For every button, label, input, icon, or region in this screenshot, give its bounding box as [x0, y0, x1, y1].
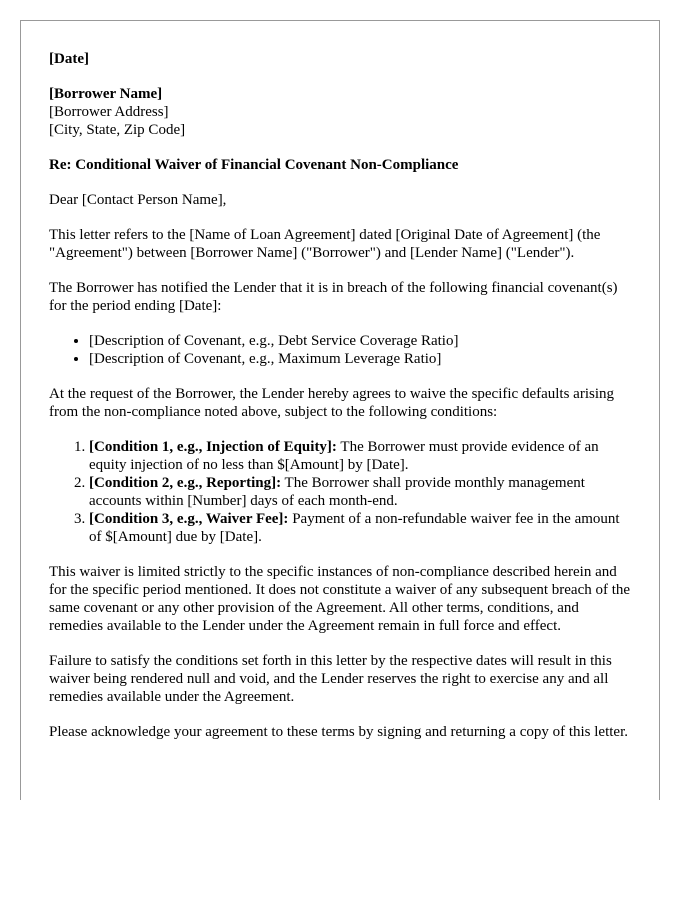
covenant-list: [49, 332, 631, 368]
letter-date: [Date]: [49, 51, 89, 67]
acknowledge-paragraph: Please acknowledge your agreement to these terms by signing and returning a copy of this letter.: [49, 724, 629, 740]
recipient-address-block: [49, 85, 631, 139]
letter-subject: Re: Conditional Waiver of Financial Covenant Non-Compliance: [49, 157, 459, 173]
condition-title: [Condition 2, e.g., Reporting]:: [89, 475, 282, 491]
list-item: [89, 510, 631, 546]
borrower-city-state-zip: [City, State, Zip Code]: [49, 122, 186, 138]
condition-title: [Condition 1, e.g., Injection of Equity]:: [89, 439, 337, 455]
condition-title: [Condition 3, e.g., Waiver Fee]:: [89, 511, 289, 527]
list-item: [89, 438, 631, 474]
list-item: • [Description of Covenant, e.g., Maximum Leverage Ratio]: [89, 350, 631, 368]
borrower-name: [Borrower Name]: [49, 86, 163, 102]
list-item: [89, 474, 631, 510]
condition-list: [49, 438, 631, 546]
letter-page: [20, 20, 660, 800]
salutation: Dear [Contact Person Name],: [49, 192, 227, 208]
list-item: • [Description of Covenant, e.g., Debt Service Coverage Ratio]: [89, 332, 631, 350]
condition-text: The Borrower shall provide monthly management accounts within [Number] days of each month-end.: [89, 475, 585, 509]
condition-text: Payment of a non-refundable waiver fee in the amount of $[Amount] due by [Date].: [89, 511, 620, 545]
breach-paragraph: The Borrower has notified the Lender that it is in breach of the following financial covenant(s) for the period ending [Date]:: [49, 280, 618, 314]
borrower-address: [Borrower Address]: [49, 104, 169, 120]
intro-paragraph: This letter refers to the [Name of Loan Agreement] dated [Original Date of Agreement] (the "Agreement") between [Borrower Name] ("Borrower") and [Lender Name] ("Lender").: [49, 227, 601, 261]
failure-paragraph: Failure to satisfy the conditions set forth in this letter by the respective dates will result in this waiver being rendered null and void, and the Lender reserves the right to exercise any and all remedies available under the Agreement.: [49, 653, 612, 705]
limitation-paragraph: This waiver is limited strictly to the specific instances of non-compliance described herein and for the specific period mentioned. It does not constitute a waiver of any subsequent breach of the same covenant or any other provision of the Agreement. All other terms, conditions, and remedies available to the Lender under the Agreement remain in full force and effect.: [49, 564, 631, 634]
request-paragraph: At the request of the Borrower, the Lender hereby agrees to waive the specific defaults arising from the non-compliance noted above, subject to the following conditions:: [49, 386, 615, 420]
condition-text: The Borrower must provide evidence of an equity injection of no less than $[Amount] by [Date].: [89, 439, 599, 473]
